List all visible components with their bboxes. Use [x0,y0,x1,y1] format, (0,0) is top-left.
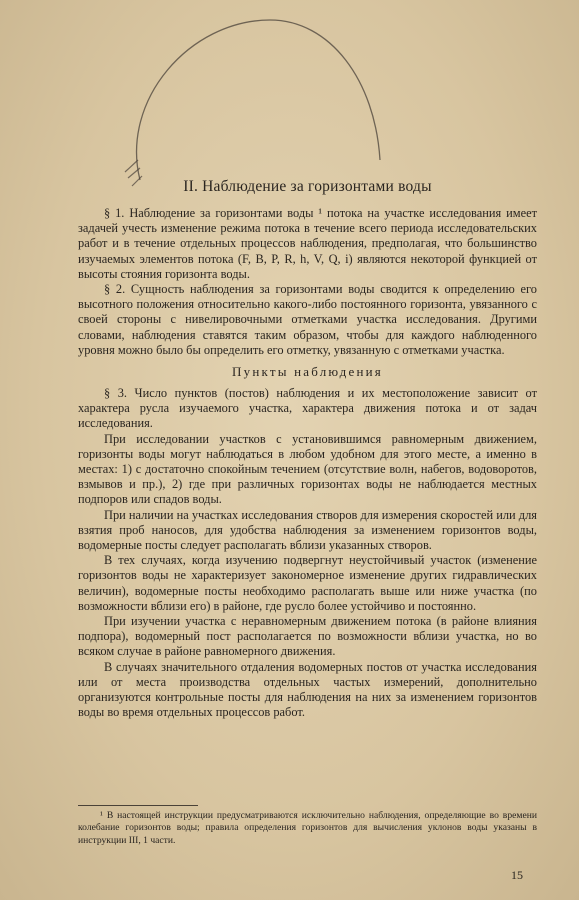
paragraph-1: § 1. Наблюдение за горизонтами воды ¹ потока на участке исследования имеет задачей учесть изменение режима потока в течение всего периода исследовательских работ и в течение отдельных процессов наблюдения, предполагая, что большинство изучаемых элементов потока (F, B, P, R, h, V, Q, i) являются некоторой функцией от высоты стояния горизонта воды. [78,206,537,281]
paragraph-8: В случаях значительного отдаления водомерных постов от участка исследования или от места производства отдельных частых измерений, дополнительно организуются контрольные посты для наблюдения на них за изменением горизонтов воды во время отдельных процессов работ. [78,659,537,720]
paragraph-5: При наличии на участках исследования створов для измерения скоростей или для взятия проб наносов, для удобства наблюдения за изменением горизонтов воды, водомерные посты следует располагать вблизи указанных створов. [78,507,537,553]
paragraph-6: В тех случаях, когда изучению подвергнут неустойчивый участок (изменение горизонтов воды не характеризует закономерное изменение других гидравлических величин), водомерные посты необходимо располагать выше или ниже участка (по возможности вблизи его) в районе, где русло более устойчиво и постоянно. [78,553,537,613]
page-number: 15 [511,868,523,882]
paragraph-2: § 2. Сущность наблюдения за горизонтами воды сводится к определению его высотного положения относительно какого-либо постоянного горизонта, увязанного с своей стороны с нивелировочными отметками участка исследования. Другими словами, наблюдения ставятся таким образом, чтобы для каждого наблюденного уровня можно было бы определить его отметку, увязанную с отметками участка. [78,282,537,357]
footnote-separator [78,805,198,806]
footnote: ¹ В настоящей инструкции предусматриваются исключительно наблюдения, определяющие во времени колебание горизонтов воды; правила определения горизонтов для вычисления уклонов воды указаны в инструкции III, 1 части. [78,810,537,846]
subheading: Пункты наблюдения [232,364,383,380]
paragraph-7: При изучении участка с неравномерным движением потока (в районе влияния подпора), водомерный пост располагается по возможности вблизи участка, но во всяком случае в районе равномерного движения. [78,614,537,659]
paragraph-3: § 3. Число пунктов (постов) наблюдения и их местоположение зависит от характера русла изучаемого участка, характера движения потока и от задач исследования. [78,386,537,431]
document-body [78,178,537,721]
paragraph-4: При исследовании участков с установившимся равномерным движением, горизонты воды могут наблюдаться в любом удобном для этого месте, а именно в местах: 1) с достаточно спокойным течением (отсутствие волн, набегов, водоворотов, взмывов и пр.), 2) где при различных горизонтах воды не наблюдается местных подпоров или спадов воды. [78,431,537,507]
section-heading: II. Наблюдение за горизонтами воды [183,178,432,195]
